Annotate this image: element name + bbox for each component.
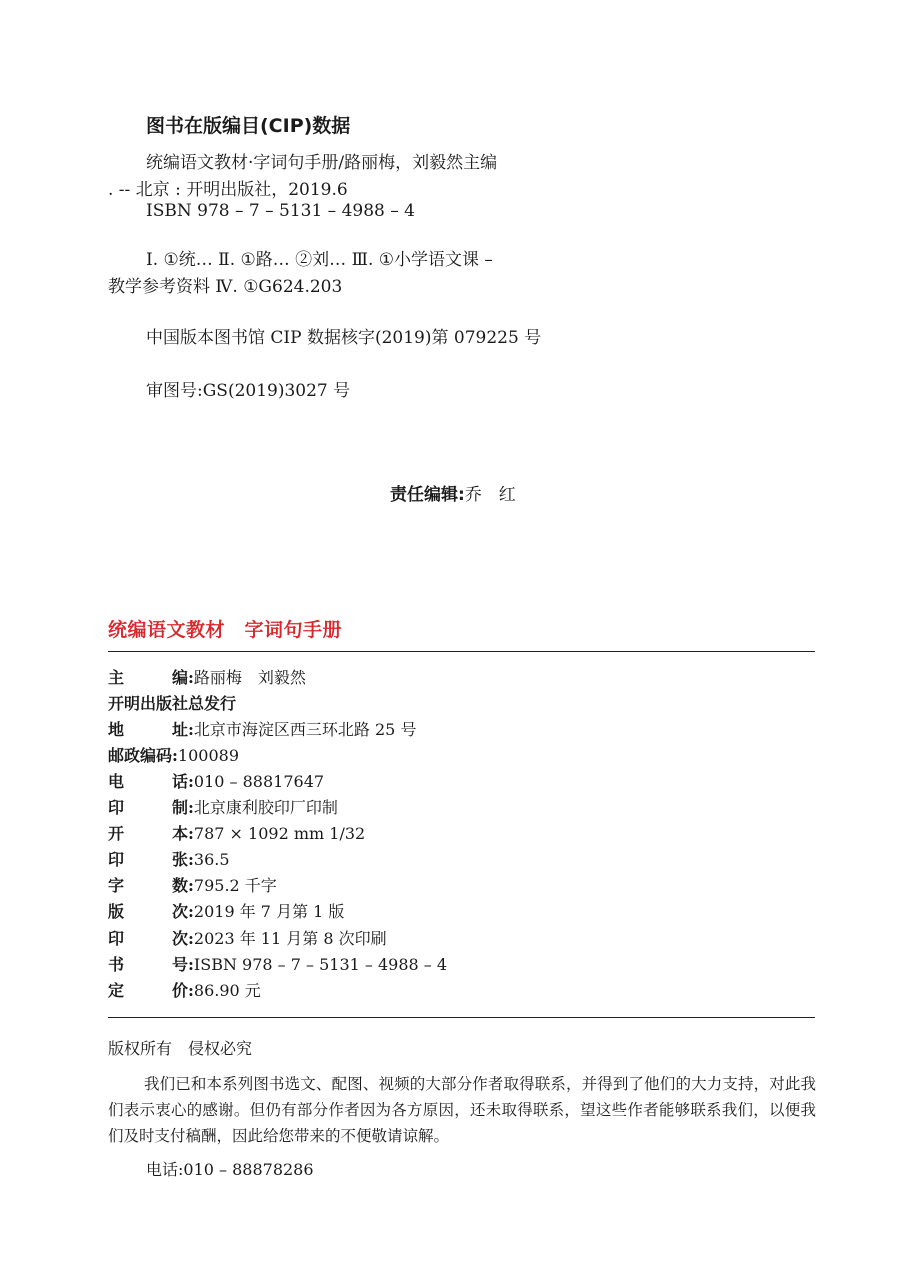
row-printer: 印制:北京康利胶印厂印制 <box>108 795 338 821</box>
bottom-rule <box>108 1017 815 1018</box>
row-chief-editor: 主编:路丽梅 刘毅然 <box>108 665 306 691</box>
label: 印次 <box>108 929 188 948</box>
row-format: 开本:787 × 1092 mm 1/32 <box>108 821 365 847</box>
cip-classification-2: 教学参考资料 Ⅳ. ①G624.203 <box>108 277 343 297</box>
label: 书号 <box>108 955 188 974</box>
value: 2023 年 11 月第 8 次印刷 <box>193 929 387 948</box>
label: 印张 <box>108 850 188 869</box>
label: 主编 <box>108 668 188 687</box>
value: 2019 年 7 月第 1 版 <box>193 902 345 921</box>
value: 787 × 1092 mm 1/32 <box>193 824 366 843</box>
label: 邮政编码 <box>108 746 173 765</box>
cip-line-isbn: ISBN 978 – 7 – 5131 – 4988 – 4 <box>146 201 415 221</box>
row-price: 定价:86.90 元 <box>108 978 261 1004</box>
value: 路丽梅 刘毅然 <box>193 668 306 687</box>
cip-line-title: 统编语文教材·字词句手册/路丽梅，刘毅然主编 <box>146 153 498 173</box>
value: ISBN 978 – 7 – 5131 – 4988 – 4 <box>193 955 448 974</box>
label: 定价 <box>108 981 188 1000</box>
row-word-count: 字数:795.2 千字 <box>108 873 277 899</box>
copyright-paragraph: 我们已和本系列图书选文、配图、视频的大部分作者取得联系，并得到了他们的大力支持，对此我们表示衷心的感谢。但仍有部分作者因为各方原因，还未取得联系，望这些作者能够联系我们，以便我们及时支付稿酬，因此给您带来的不便敬请谅解。 <box>108 1075 816 1145</box>
row-edition: 版次:2019 年 7 月第 1 版 <box>108 899 344 925</box>
label: 版次 <box>108 902 188 921</box>
value: 36.5 <box>193 850 230 869</box>
editor-name: 乔 红 <box>464 485 516 505</box>
value: 北京康利胶印厂印制 <box>193 798 338 817</box>
label: 字数 <box>108 876 188 895</box>
label: 电话 <box>108 772 188 791</box>
cip-review-number: 审图号:GS(2019)3027 号 <box>146 381 351 401</box>
label: 开本 <box>108 824 188 843</box>
label: 地址 <box>108 720 188 739</box>
cip-library-record: 中国版本图书馆 CIP 数据核字(2019)第 079225 号 <box>146 328 542 348</box>
row-sheets: 印张:36.5 <box>108 847 230 873</box>
cip-title: 图书在版编目(CIP)数据 <box>146 115 351 137</box>
cip-classification-1: Ⅰ. ①统… Ⅱ. ①路… ②刘… Ⅲ. ①小学语文课 – <box>146 250 493 270</box>
row-publisher: 开明出版社总发行 <box>108 694 237 713</box>
label: 印制 <box>108 798 188 817</box>
row-phone: 电话:010 – 88817647 <box>108 769 324 795</box>
responsible-editor: 责任编辑:乔 红 <box>390 485 516 505</box>
row-isbn: 书号:ISBN 978 – 7 – 5131 – 4988 – 4 <box>108 952 447 978</box>
value: 86.90 元 <box>193 981 261 1000</box>
value: 北京市海淀区西三环北路 25 号 <box>193 720 417 739</box>
row-postcode: 邮政编码:100089 <box>108 743 239 769</box>
value: 010 – 88817647 <box>193 772 325 791</box>
contact-phone: 电话:010 – 88878286 <box>146 1160 314 1179</box>
row-printing: 印次:2023 年 11 月第 8 次印刷 <box>108 926 387 952</box>
top-rule <box>108 651 815 652</box>
cip-line-publisher: . -- 北京 : 开明出版社，2019.6 <box>108 180 348 200</box>
value: 795.2 千字 <box>193 876 277 895</box>
copyright-notice: 版权所有 侵权必究 <box>108 1039 253 1058</box>
value: 100089 <box>177 746 239 765</box>
editor-label: 责任编辑 <box>390 485 458 505</box>
book-title: 统编语文教材 字词句手册 <box>108 619 343 641</box>
row-address: 地址:北京市海淀区西三环北路 25 号 <box>108 717 416 743</box>
